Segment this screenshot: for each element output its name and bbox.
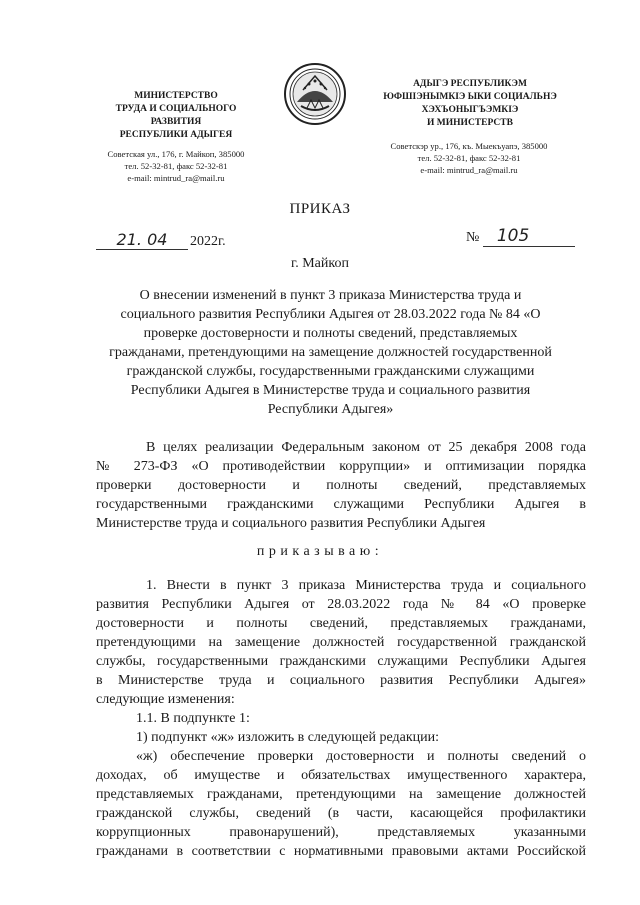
order-word: приказываю:	[256, 544, 384, 559]
paragraph-line: 1) подпункт «ж» изложить в следующей редакции:	[136, 730, 440, 745]
ministry-name-adyghe	[370, 78, 570, 130]
handwritten-number: 105	[483, 228, 575, 247]
subject-line: Республики Адыгея»	[267, 402, 394, 417]
item-zh-paragraph	[96, 747, 586, 861]
org-line: И МИНИСТЕРСТВ	[427, 118, 513, 128]
paragraph-line: 1. Внести в пункт 3 приказа Министерства труда и социального	[146, 578, 586, 593]
document-subject	[108, 286, 553, 419]
paragraph-line: службы, государственными гражданскими служащими Республики Адыгея	[96, 654, 586, 669]
ministry-address-russian	[86, 148, 266, 184]
paragraph-line: 1.1. В подпункте 1:	[136, 711, 250, 726]
subject-line: Республики Адыгея в Министерстве труда и социального развития	[130, 383, 531, 398]
document-number	[466, 228, 575, 247]
coat-of-arms-emblem	[283, 62, 347, 126]
paragraph-line: коррупционных правонарушений), представляемых указанными	[96, 825, 586, 840]
org-line: РАЗВИТИЯ	[150, 117, 202, 127]
org-line: РЕСПУБЛИКИ АДЫГЕЯ	[119, 130, 233, 140]
org-line: АДЫГЭ РЕСПУБЛИКЭМ	[413, 79, 527, 89]
paragraph-line: гражданской службы, сведений (в части, касающейся профилактики	[96, 806, 586, 821]
paragraph-line: в Министерстве труда и социального развития Республики Адыгея»	[96, 673, 586, 688]
paragraph-line: № 273-ФЗ «О противодействии коррупции» и оптимизации порядка	[96, 459, 586, 474]
org-line: МИНИСТЕРСТВО	[134, 91, 218, 101]
address-line: e-mail: mintrud_ra@mail.ru	[127, 173, 225, 183]
ministry-address-adyghe	[366, 140, 572, 176]
subject-line: проверке достоверности и полноты сведений, представляемых	[143, 326, 518, 341]
document-date	[96, 232, 226, 250]
paragraph-line: развития Республики Адыгея от 28.03.2022 года № 84 «О проверке	[96, 597, 586, 612]
subject-line: гражданами, претендующими на замещение должностей государственной	[109, 345, 552, 360]
paragraph-line: В целях реализации Федеральным законом от 25 декабря 2008 года	[146, 440, 586, 455]
subject-line: социального развития Республики Адыгея от 28.03.2022 года № 84 «О	[120, 307, 541, 322]
address-line: e-mail: mintrud_ra@mail.ru	[420, 165, 518, 175]
paragraph-line: проверки достоверности и полноты сведений, представляемых	[96, 478, 586, 493]
item-1-paragraph	[96, 576, 586, 709]
org-line: ХЭХЪОНЫГЪЭМКІЭ	[421, 105, 519, 115]
paragraph-line: государственными гражданскими служащими Республики Адыгея в	[96, 497, 586, 512]
paragraph-line: претендующими на замещение должностей государственной гражданской	[96, 635, 586, 650]
paragraph-line: представляемых гражданами, претендующими на замещение должностей	[96, 787, 586, 802]
number-label: №	[466, 230, 480, 245]
item-1-1	[96, 709, 586, 728]
org-line: ЮФШІЭНЫМКІЭ ЫКИ СОЦИАЛЬНЭ	[383, 92, 557, 102]
paragraph-line: достоверности и полноты сведений, представляемых гражданами,	[96, 616, 586, 631]
paragraph-line: Министерстве труда и социального развития Республики Адыгея	[96, 516, 486, 531]
paragraph-line: гражданами в соответствии с нормативными правовыми актами Российской	[96, 844, 586, 859]
paragraph-line: доходах, об имуществе и обязательствах имущественного характера,	[96, 768, 586, 783]
item-1-1-1	[96, 728, 586, 747]
subject-line: О внесении изменений в пункт 3 приказа Министерства труда и	[139, 288, 522, 303]
document-title: ПРИКАЗ	[289, 201, 351, 217]
ministry-name-russian	[96, 90, 256, 142]
date-year: 2022г.	[190, 234, 226, 249]
preamble-paragraph	[96, 438, 586, 533]
org-line: ТРУДА И СОЦИАЛЬНОГО	[115, 104, 237, 114]
paragraph-line: следующие изменения:	[96, 692, 235, 707]
subject-line: гражданской службы, государственными гражданскими служащими	[126, 364, 535, 379]
address-line: Советскэр ур., 176, къ. Мыекъуапэ, 385000	[390, 141, 548, 151]
address-line: тел. 52-32-81, факс 52-32-81	[417, 153, 521, 163]
handwritten-date: 21. 04	[96, 232, 188, 250]
paragraph-line: «ж) обеспечение проверки достоверности и полноты сведений о	[136, 749, 586, 764]
address-line: тел. 52-32-81, факс 52-32-81	[124, 161, 228, 171]
document-city: г. Майкоп	[291, 256, 349, 271]
address-line: Советская ул., 176, г. Майкоп, 385000	[107, 149, 245, 159]
